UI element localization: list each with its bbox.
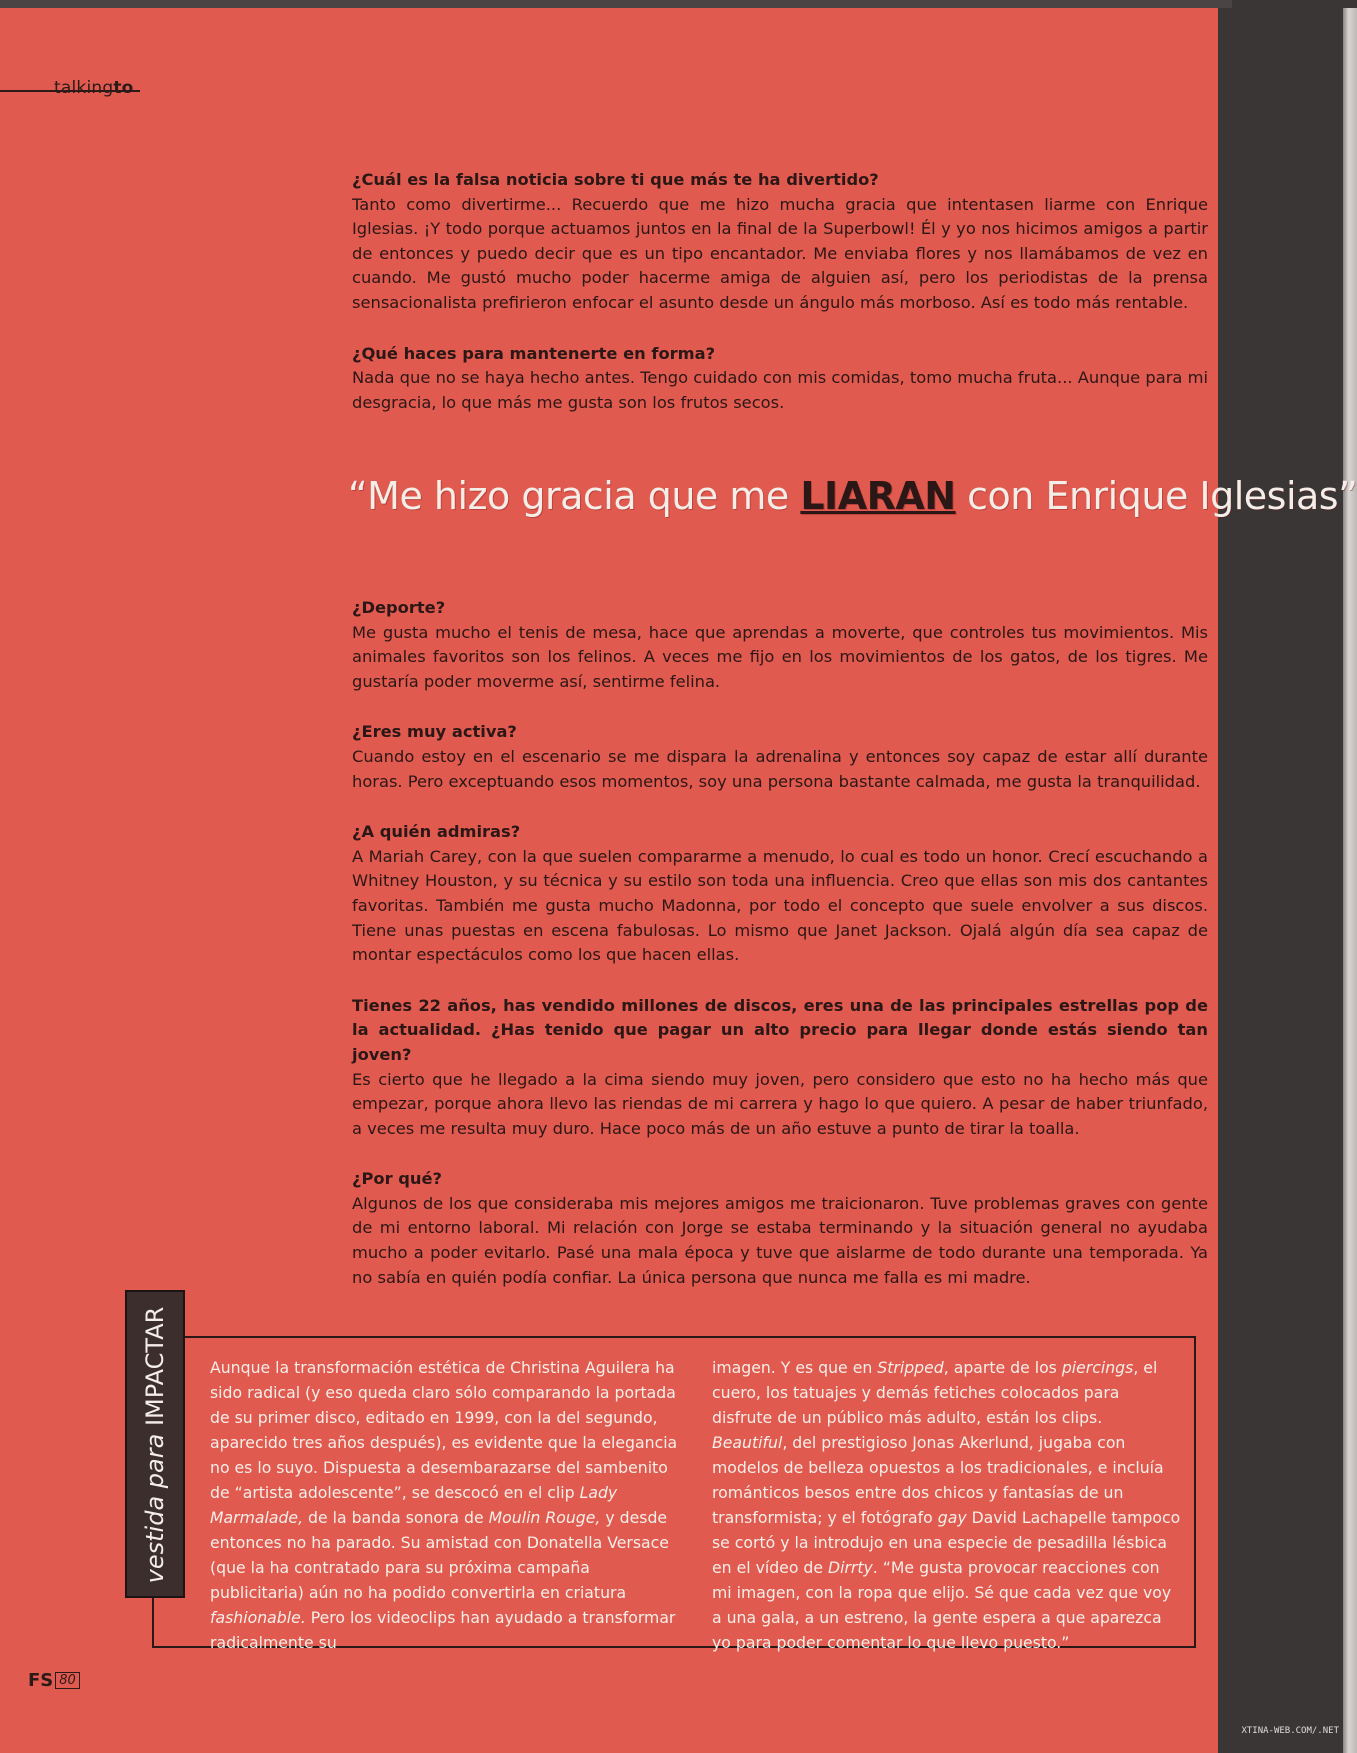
body-text: y desde entonces no ha parado. Su amistad con Donatella Versace (que la ha contratado para su próxima campaña publicitaria) aún no ha podido convertirla en criatura xyxy=(210,1508,669,1602)
italic-text: piercings xyxy=(1061,1358,1134,1377)
italic-text: Dirrty xyxy=(828,1558,873,1577)
magazine-logo: FS xyxy=(28,1670,54,1691)
body-text: , del prestigioso Jonas Akerlund, jugaba con modelos de belleza opuestos a los tradicionales, e incluía románticos besos entre dos chicos y fantasías de un transformista; y el fotógrafo xyxy=(712,1433,1164,1527)
qa-block xyxy=(352,596,1208,694)
italic-text: fashionable. xyxy=(210,1608,306,1627)
answer: Me gusta mucho el tenis de mesa, hace que aprendas a moverte, que controles tus movimientos. Mis animales favoritos son los felinos. A veces me fijo en los movimientos de los gatos, de los tigres. Me gustaría poder moverme así, sentirme felina. xyxy=(352,622,1208,691)
question: Tienes 22 años, has vendido millones de discos, eres una de las principales estrellas pop de la actualidad. ¿Has tenido que pagar un alto precio para llegar donde estás siendo tan joven? xyxy=(352,995,1208,1064)
answer: Es cierto que he llegado a la cima siendo muy joven, pero considero que esto no ha hecho más que empezar, porque ahora llevo las riendas de mi carrera y hago lo que quiero. A pesar de haber triunfado, a veces me resulta muy duro. Hace poco más de un año estuve a punto de tirar la toalla. xyxy=(352,1069,1208,1138)
body-text: , aparte de los xyxy=(943,1358,1062,1377)
folio xyxy=(28,1670,80,1691)
page-number: 80 xyxy=(55,1672,80,1689)
section-label-bold: to xyxy=(113,78,134,98)
body-text: Pero los videoclips han ayudado a transformar radicalmente su xyxy=(210,1608,676,1652)
article-top xyxy=(352,168,1208,441)
qa-block xyxy=(352,342,1208,416)
italic-text: Moulin Rouge, xyxy=(488,1508,601,1527)
body-text: . “Me gusta provocar reacciones con mi imagen, con la ropa que elijo. Sé que cada vez que voy a una gala, a un estreno, la gente espera a que aparezca yo para poder comentar lo que llevo puesto.” xyxy=(712,1558,1172,1652)
qa-block xyxy=(352,720,1208,794)
answer: Nada que no se haya hecho antes. Tengo cuidado con mis comidas, tomo mucha fruta... Aunque para mi desgracia, lo que más me gusta son los frutos secos. xyxy=(352,368,1208,412)
qa-block xyxy=(352,994,1208,1142)
italic-text: gay xyxy=(937,1508,967,1527)
section-label-light: talking xyxy=(54,78,114,98)
pull-quote-highlight: LIARAN xyxy=(800,474,956,518)
answer: A Mariah Carey, con la que suelen compararme a menudo, lo cual es todo un honor. Crecí escuchando a Whitney Houston, y su técnica y su estilo son toda una influencia. Creo que ellas son mis dos cantantes favoritas. También me gusta mucho Madonna, por todo el concepto que suele envolver a sus discos. Tiene unas puestas en escena fabulosas. Lo mismo que Janet Jackson. Ojalá algún día sea capaz de montar espectáculos como los que hacen ellas. xyxy=(352,846,1208,965)
question: ¿A quién admiras? xyxy=(352,822,521,842)
sidebar-title xyxy=(141,1307,169,1584)
article-bottom xyxy=(352,596,1208,1316)
question: ¿Cuál es la falsa noticia sobre ti que más te ha divertido? xyxy=(352,170,879,189)
sidebar-title-italic: vestida para xyxy=(141,1426,169,1584)
italic-text: Lady Marmalade, xyxy=(210,1483,618,1527)
body-text: , el cuero, los tatuajes y demás fetiches colocados para disfrute de un público más adulto, están los clips. xyxy=(712,1358,1158,1427)
answer: Cuando estoy en el escenario se me dispara la adrenalina y entonces soy capaz de estar allí durante horas. Pero exceptuando esos momentos, soy una persona bastante calmada, me gusta la tranquilidad. xyxy=(352,746,1208,791)
answer: Tanto como divertirme... Recuerdo que me hizo mucha gracia que intentasen liarme con Enrique Iglesias. ¡Y todo porque actuamos juntos en la final de la Superbowl! Él y yo nos hicimos amigos a partir de entonces y puedo decir que es un tipo encantador. Me enviaba flores y nos llamábamos de vez en cuando. Me gustó mucho poder hacerme amiga de alguien así, pero los periodistas de la prensa sensacionalista prefirieron enfocar el asunto desde un ángulo más morboso. Así es todo más rentable. xyxy=(352,194,1208,312)
question: ¿Por qué? xyxy=(352,1169,442,1189)
question: ¿Qué haces para mantenerte en forma? xyxy=(352,343,716,363)
sidebar-column-left xyxy=(210,1355,680,1655)
sidebar-title-caps: IMPACTAR xyxy=(141,1306,169,1427)
page-spine xyxy=(1343,8,1357,1753)
italic-text: Beautiful xyxy=(712,1433,783,1452)
sidebar-column-right xyxy=(712,1355,1182,1655)
question: ¿Eres muy activa? xyxy=(352,722,517,742)
answer: Algunos de los que consideraba mis mejores amigos me traicionaron. Tuve problemas graves con gente de mi entorno laboral. Mi relación con Jorge se estaba terminando y la situación general no ayudaba mucho a poder evitarlo. Pasé una mala época y tuve que aislarme de todo durante una temporada. Ya no sabía en quién podía confiar. La única persona que nunca me falla es mi madre. xyxy=(352,1193,1208,1287)
body-text: de la banda sonora de xyxy=(303,1508,489,1527)
pull-quote-before: “Me hizo gracia que me xyxy=(348,474,801,518)
body-text: Aunque la transformación estética de Christina Aguilera ha sido radical (y eso queda claro sólo comparando la portada de su primer disco, editado en 1999, con la del segundo, aparecido tres años después), es evidente que la elegancia no es lo suyo. Dispuesta a desembarazarse del sambenito de “artista adolescente”, se descocó en el clip xyxy=(210,1358,678,1502)
pull-quote xyxy=(348,474,1357,518)
watermark: XTINA-WEB.COM/.NET xyxy=(1241,1726,1339,1736)
qa-block xyxy=(352,820,1208,968)
pull-quote-after: con Enrique Iglesias” xyxy=(955,474,1357,518)
question: ¿Deporte? xyxy=(352,598,446,617)
qa-block xyxy=(352,1167,1208,1290)
italic-text: Stripped xyxy=(877,1358,944,1377)
section-label xyxy=(54,78,134,98)
body-text: imagen. Y es que en xyxy=(712,1358,878,1377)
scan-top-edge xyxy=(0,0,1232,8)
body-text: David Lachapelle tampoco se cortó y la introdujo en una especie de pesadilla lésbica en el vídeo de xyxy=(712,1508,1181,1577)
qa-block xyxy=(352,168,1208,316)
